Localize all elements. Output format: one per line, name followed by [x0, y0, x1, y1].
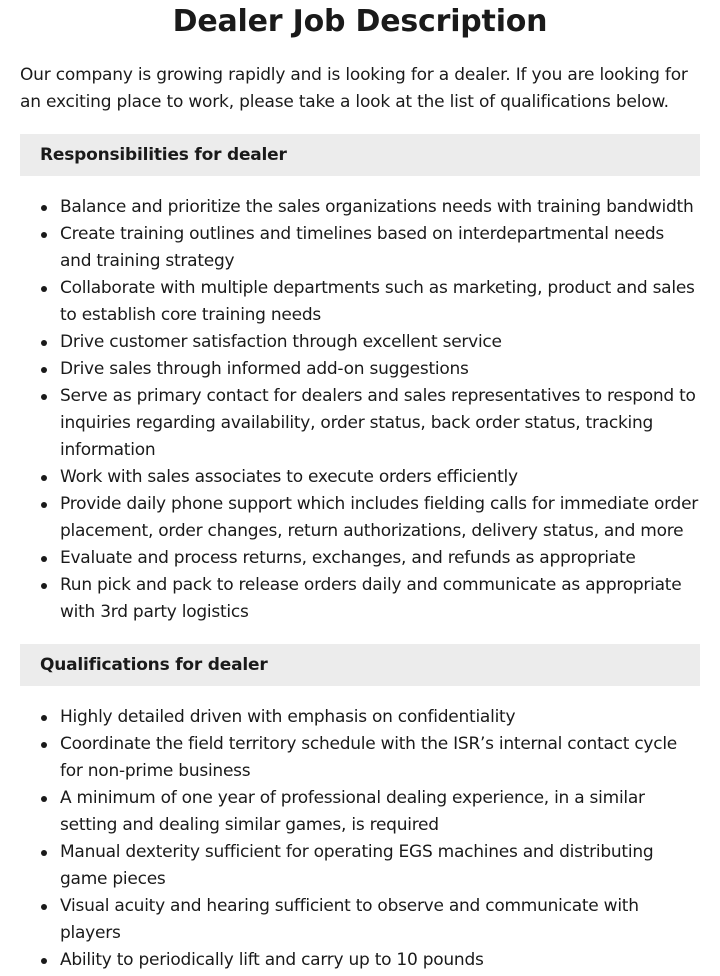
bullet-icon: [41, 715, 47, 721]
bullet-icon: [41, 502, 47, 508]
intro-paragraph: Our company is growing rapidly and is looking for a dealer. If you are looking for an exciting place to work, please take a look at the list of qualifications below.: [20, 65, 688, 112]
bullet-icon: [41, 556, 47, 562]
list-item-text: Manual dexterity sufficient for operating EGS machines and distributing game pieces: [60, 842, 654, 889]
list-item: [60, 491, 700, 545]
bullet-icon: [41, 475, 47, 481]
list-item-text: Ability to periodically lift and carry up to 10 pounds: [60, 950, 484, 970]
list-item-text: Collaborate with multiple departments such as marketing, product and sales to establish core training needs: [60, 278, 695, 325]
list-item: [60, 221, 700, 275]
list-item-text: Serve as primary contact for dealers and sales representatives to respond to inquiries regarding availability, order status, back order status, tracking information: [60, 386, 696, 460]
list-item-text: Create training outlines and timelines based on interdepartmental needs and training strategy: [60, 224, 664, 271]
list-item-text: Run pick and pack to release orders daily and communicate as appropriate with 3rd party logistics: [60, 575, 682, 622]
list-item: [60, 545, 700, 572]
bullet-icon: [41, 958, 47, 964]
list-item-text: Coordinate the field territory schedule with the ISR’s internal contact cycle for non-prime business: [60, 734, 678, 781]
bullet-icon: [41, 340, 47, 346]
responsibilities-heading: Responsibilities for dealer: [20, 134, 700, 176]
list-item: [60, 329, 700, 356]
bullet-icon: [41, 742, 47, 748]
list-item: [60, 383, 700, 464]
bullet-icon: [41, 796, 47, 802]
list-item-text: Highly detailed driven with emphasis on confidentiality: [60, 707, 516, 727]
list-item-text: A minimum of one year of professional dealing experience, in a similar setting and dealing similar games, is required: [60, 788, 645, 835]
bullet-icon: [41, 286, 47, 292]
list-item-text: Balance and prioritize the sales organizations needs with training bandwidth: [60, 197, 694, 217]
list-item-text: Provide daily phone support which includes fielding calls for immediate order placement, order changes, return authorizations, delivery status, and more: [60, 494, 699, 541]
qualifications-heading: Qualifications for dealer: [20, 644, 700, 686]
qualifications-list: [20, 704, 700, 974]
page-title: Dealer Job Description: [172, 4, 548, 39]
responsibilities-list: [20, 194, 700, 626]
list-item: [60, 464, 700, 491]
bullet-icon: [41, 394, 47, 400]
list-item: [60, 194, 700, 221]
list-item: [60, 731, 700, 785]
list-item: [60, 893, 700, 947]
bullet-icon: [41, 850, 47, 856]
list-item-text: Evaluate and process returns, exchanges, and refunds as appropriate: [60, 548, 636, 568]
bullet-icon: [41, 904, 47, 910]
list-item-text: Drive sales through informed add-on suggestions: [60, 359, 469, 379]
list-item-text: Drive customer satisfaction through excellent service: [60, 332, 502, 352]
list-item-text: Work with sales associates to execute orders efficiently: [60, 467, 518, 487]
list-item: [60, 704, 700, 731]
list-item: [60, 356, 700, 383]
list-item: [60, 947, 700, 974]
bullet-icon: [41, 367, 47, 373]
bullet-icon: [41, 205, 47, 211]
list-item-text: Visual acuity and hearing sufficient to observe and communicate with players: [60, 896, 639, 943]
list-item: [60, 572, 700, 626]
list-item: [60, 275, 700, 329]
bullet-icon: [41, 232, 47, 238]
list-item: [60, 785, 700, 839]
list-item: [60, 839, 700, 893]
bullet-icon: [41, 583, 47, 589]
